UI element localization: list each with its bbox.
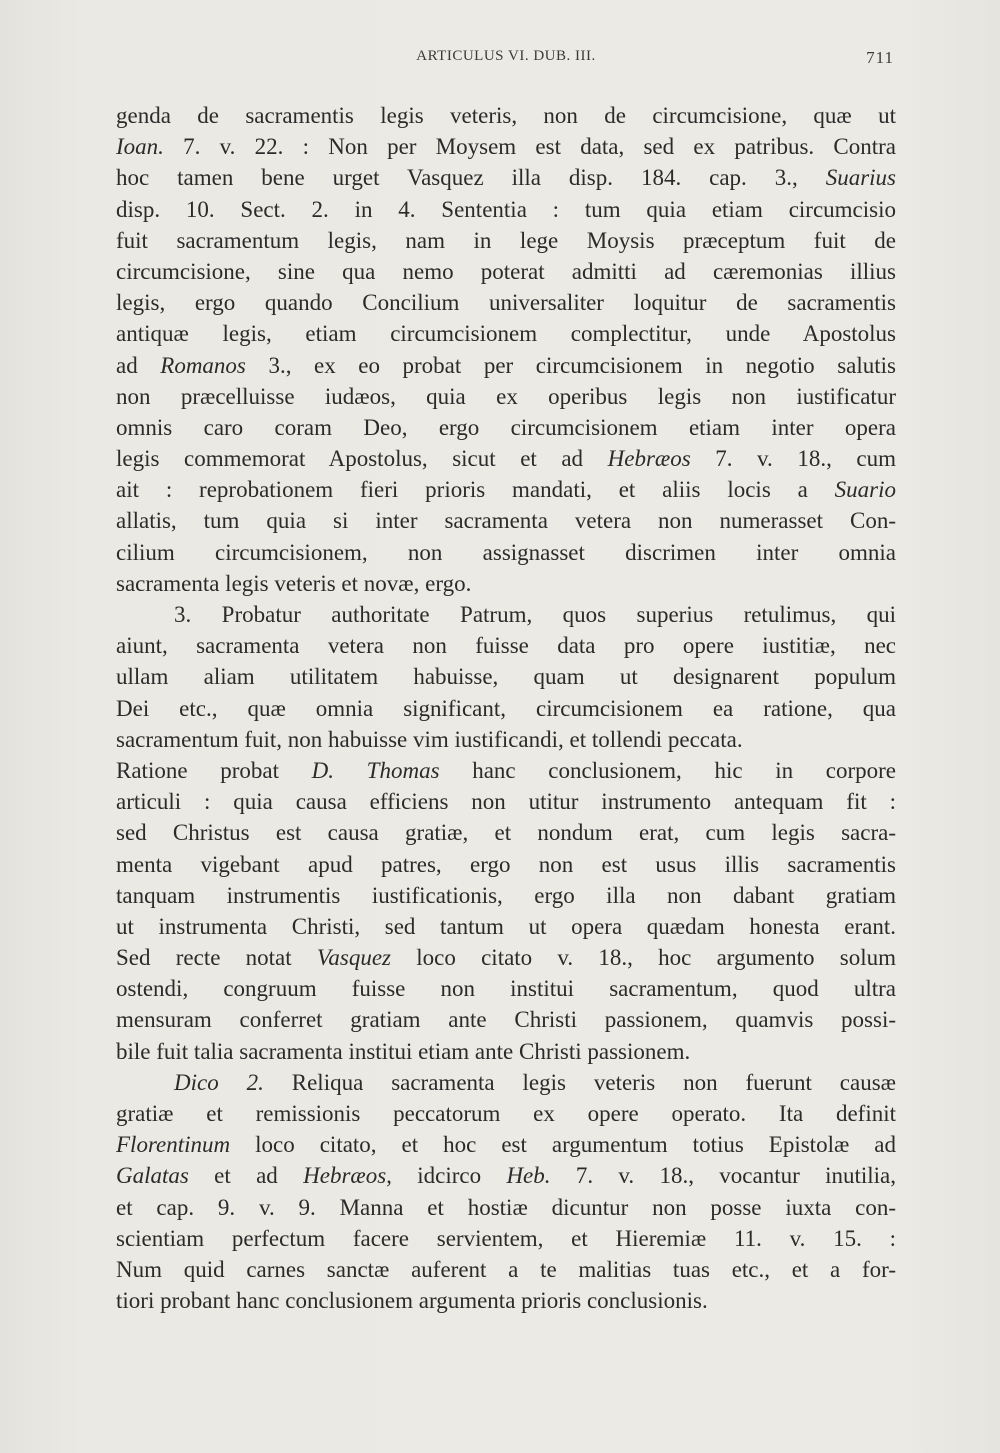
italic-text: Hebræos xyxy=(607,446,691,472)
text-line xyxy=(116,1285,896,1316)
text-run: 7. v. 18., vocantur inutilia, xyxy=(550,1163,896,1189)
text-run: ostendi, congruum fuisse non institui sacramentum, quod ultra xyxy=(116,976,896,1002)
text-run: hoc tamen bene urget Vasquez illa disp. 184. cap. 3., xyxy=(116,165,826,191)
text-line xyxy=(116,256,896,287)
text-run: 7. v. 18., cum xyxy=(690,446,896,472)
text-line xyxy=(116,599,896,630)
text-run: 3. Probatur authoritate Patrum, quos superius retulimus, qui xyxy=(174,602,896,627)
text-run: 7. v. 22. : Non per Moysem est data, sed ex patribus. Contra xyxy=(163,134,896,160)
text-run: ad xyxy=(116,352,161,378)
text-run: Reliqua sacramenta legis veteris non fuerunt causæ xyxy=(263,1069,896,1095)
text-run: legis, ergo quando Concilium universaliter loquitur de sacramentis xyxy=(116,290,896,316)
text-run: sacramentum fuit, non habuisse vim iustificandi, et tollendi peccata. xyxy=(116,726,743,752)
italic-text: Suarius xyxy=(825,165,896,191)
text-line xyxy=(116,1067,896,1098)
text-line xyxy=(116,1223,896,1254)
text-run: articuli : quia causa efficiens non utitur instrumento antequam fit : xyxy=(116,789,896,815)
italic-text: Hebræos, xyxy=(303,1163,392,1189)
italic-text: Florentinum xyxy=(116,1132,231,1158)
text-line xyxy=(116,225,896,256)
italic-text: Romanos xyxy=(160,352,246,378)
text-run: non præcelluisse iudæos, quia ex operibus legis non iustificatur xyxy=(116,383,896,409)
text-run: bile fuit talia sacramenta institui etiam ante Christi passionem. xyxy=(116,1038,691,1064)
italic-text: Dico 2. xyxy=(174,1069,264,1095)
text-run: omnis caro coram Deo, ergo circumcisionem etiam inter opera xyxy=(116,414,896,440)
text-line xyxy=(116,755,896,786)
text-line xyxy=(116,443,896,474)
text-line xyxy=(116,568,896,599)
text-line xyxy=(116,630,896,661)
text-run: scientiam perfectum facere servientem, et Hieremiæ 11. v. 15. : xyxy=(116,1225,896,1251)
text-line xyxy=(116,1192,896,1223)
text-run: ut instrumenta Christi, sed tantum ut opera quædam honesta erant. xyxy=(116,913,896,939)
text-run: mensuram conferret gratiam ante Christi passionem, quamvis possi- xyxy=(116,1007,896,1033)
text-run: Ratione probat xyxy=(116,757,312,783)
text-run: ullam aliam utilitatem habuisse, quam ut designarent populum xyxy=(116,664,896,690)
text-line xyxy=(116,474,896,505)
text-run: Num quid carnes sanctæ auferent a te malitias tuas etc., et a for- xyxy=(116,1256,896,1282)
text-line xyxy=(116,412,896,443)
text-run: disp. 10. Sect. 2. in 4. Sententia : tum quia etiam circumcisio xyxy=(116,196,896,222)
text-run: sacramenta legis veteris et novæ, ergo. xyxy=(116,570,472,596)
text-run: hanc conclusionem, hic in corpore xyxy=(439,757,896,783)
text-line xyxy=(116,693,896,724)
italic-text: Heb. xyxy=(506,1163,551,1189)
running-title: ARTICULUS VI. DUB. III. xyxy=(416,48,596,64)
text-run: ait : reprobationem fieri prioris mandati, et aliis locis a xyxy=(116,477,835,503)
text-run: allatis, tum quia si inter sacramenta vetera non numerasset Con- xyxy=(116,508,896,534)
text-run: genda de sacramentis legis veteris, non de circumcisione, quæ ut xyxy=(116,103,896,128)
text-line xyxy=(116,911,896,942)
text-run: antiquæ legis, etiam circumcisionem complectitur, unde Apostolus xyxy=(116,321,896,347)
text-line xyxy=(116,131,896,162)
text-line xyxy=(116,1098,896,1129)
text-run: sed Christus est causa gratiæ, et nondum erat, cum legis sacra- xyxy=(116,820,896,846)
text-line xyxy=(116,381,896,412)
page-number: 711 xyxy=(866,48,894,67)
text-line xyxy=(116,817,896,848)
text-run: fuit sacramentum legis, nam in lege Moysis præceptum fuit de xyxy=(116,227,896,253)
text-line xyxy=(116,661,896,692)
text-line xyxy=(116,786,896,817)
text-line xyxy=(116,1129,896,1160)
text-line xyxy=(116,724,896,755)
text-line xyxy=(116,849,896,880)
text-run: et ad xyxy=(188,1163,304,1189)
text-line xyxy=(116,318,896,349)
text-run: et cap. 9. v. 9. Manna et hostiæ dicuntur non posse iuxta con- xyxy=(116,1194,896,1220)
text-line xyxy=(116,942,896,973)
text-run: loco citato v. 18., hoc argumento solum xyxy=(391,945,896,971)
text-line xyxy=(116,100,896,131)
text-line xyxy=(116,1160,896,1191)
running-head xyxy=(118,48,894,72)
text-line xyxy=(116,537,896,568)
text-run: Dei etc., quæ omnia significant, circumcisionem ea ratione, qua xyxy=(116,695,896,721)
text-line xyxy=(116,350,896,381)
text-line xyxy=(116,1036,896,1067)
italic-text: Suario xyxy=(834,477,896,503)
text-line xyxy=(116,194,896,225)
text-run: 3., ex eo probat per circumcisionem in negotio salutis xyxy=(245,352,896,378)
text-run: menta vigebant apud patres, ergo non est usus illis sacramentis xyxy=(116,851,896,877)
text-line xyxy=(116,287,896,318)
text-run: idcirco xyxy=(391,1163,507,1189)
text-line xyxy=(116,1254,896,1285)
italic-text: Vasquez xyxy=(316,945,392,971)
text-run: gratiæ et remissionis peccatorum ex opere operato. Ita definit xyxy=(116,1101,896,1126)
italic-text: Galatas xyxy=(116,1163,189,1189)
italic-text: Ioan. xyxy=(116,134,164,160)
italic-text: D. Thomas xyxy=(311,757,440,783)
body-text xyxy=(116,100,896,1316)
text-run: tiori probant hanc conclusionem argumenta prioris conclusionis. xyxy=(116,1288,708,1314)
text-line xyxy=(116,505,896,536)
text-run: cilium circumcisionem, non assignasset discrimen inter omnia xyxy=(116,539,896,565)
text-run: circumcisione, sine qua nemo poterat admitti ad cæremonias illius xyxy=(116,258,896,284)
text-run: Sed recte notat xyxy=(116,945,317,971)
text-line xyxy=(116,162,896,193)
text-run: tanquam instrumentis iustificationis, ergo illa non dabant gratiam xyxy=(116,882,896,908)
text-line xyxy=(116,1004,896,1035)
text-run: legis commemorat Apostolus, sicut et ad xyxy=(116,446,608,472)
text-run: aiunt, sacramenta vetera non fuisse data pro opere iustitiæ, nec xyxy=(116,633,896,659)
text-run: loco citato, et hoc est argumentum totius Epistolæ ad xyxy=(230,1132,896,1158)
text-line xyxy=(116,880,896,911)
text-line xyxy=(116,973,896,1004)
